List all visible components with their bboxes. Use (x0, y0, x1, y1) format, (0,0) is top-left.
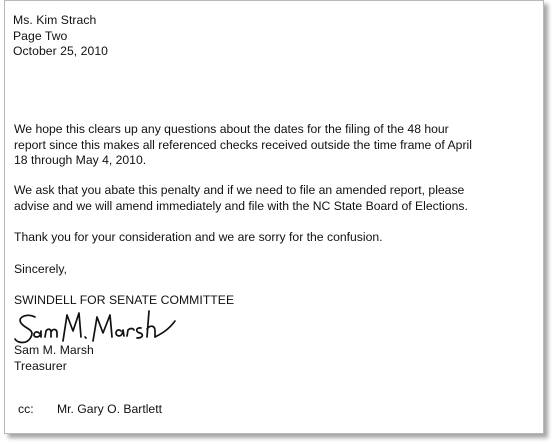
cc-recipient: Mr. Gary O. Bartlett (57, 402, 162, 416)
paragraph-abate (14, 183, 468, 214)
recipient-name: Ms. Kim Strach (13, 13, 97, 27)
paragraph-dates (14, 122, 472, 169)
paragraph-line: 18 through May 4, 2010. (14, 153, 147, 167)
paragraph-line: report since this makes all referenced checks received outside the time frame of April (14, 137, 472, 152)
salutation: Sincerely, (14, 262, 68, 276)
page-number: Page Two (13, 29, 68, 43)
paragraph-line: We ask that you abate this penalty and if we need to file an amended report, please (14, 183, 465, 197)
paragraph-line: We hope this clears up any questions about the dates for the filing of the 48 hour (14, 122, 449, 136)
paragraph-thanks (14, 230, 383, 246)
paragraph-line: advise and we will amend immediately and file with the NC State Board of Elections. (14, 198, 468, 213)
signer-title: Treasurer (14, 359, 67, 373)
letter-page (4, 0, 544, 434)
signer-name: Sam M. Marsh (14, 343, 94, 357)
letter-date: October 25, 2010 (13, 44, 108, 58)
cc-label: cc: (18, 402, 34, 416)
paragraph-line: Thank you for your consideration and we are sorry for the confusion. (14, 230, 383, 244)
committee-name: SWINDELL FOR SENATE COMMITTEE (14, 293, 235, 307)
